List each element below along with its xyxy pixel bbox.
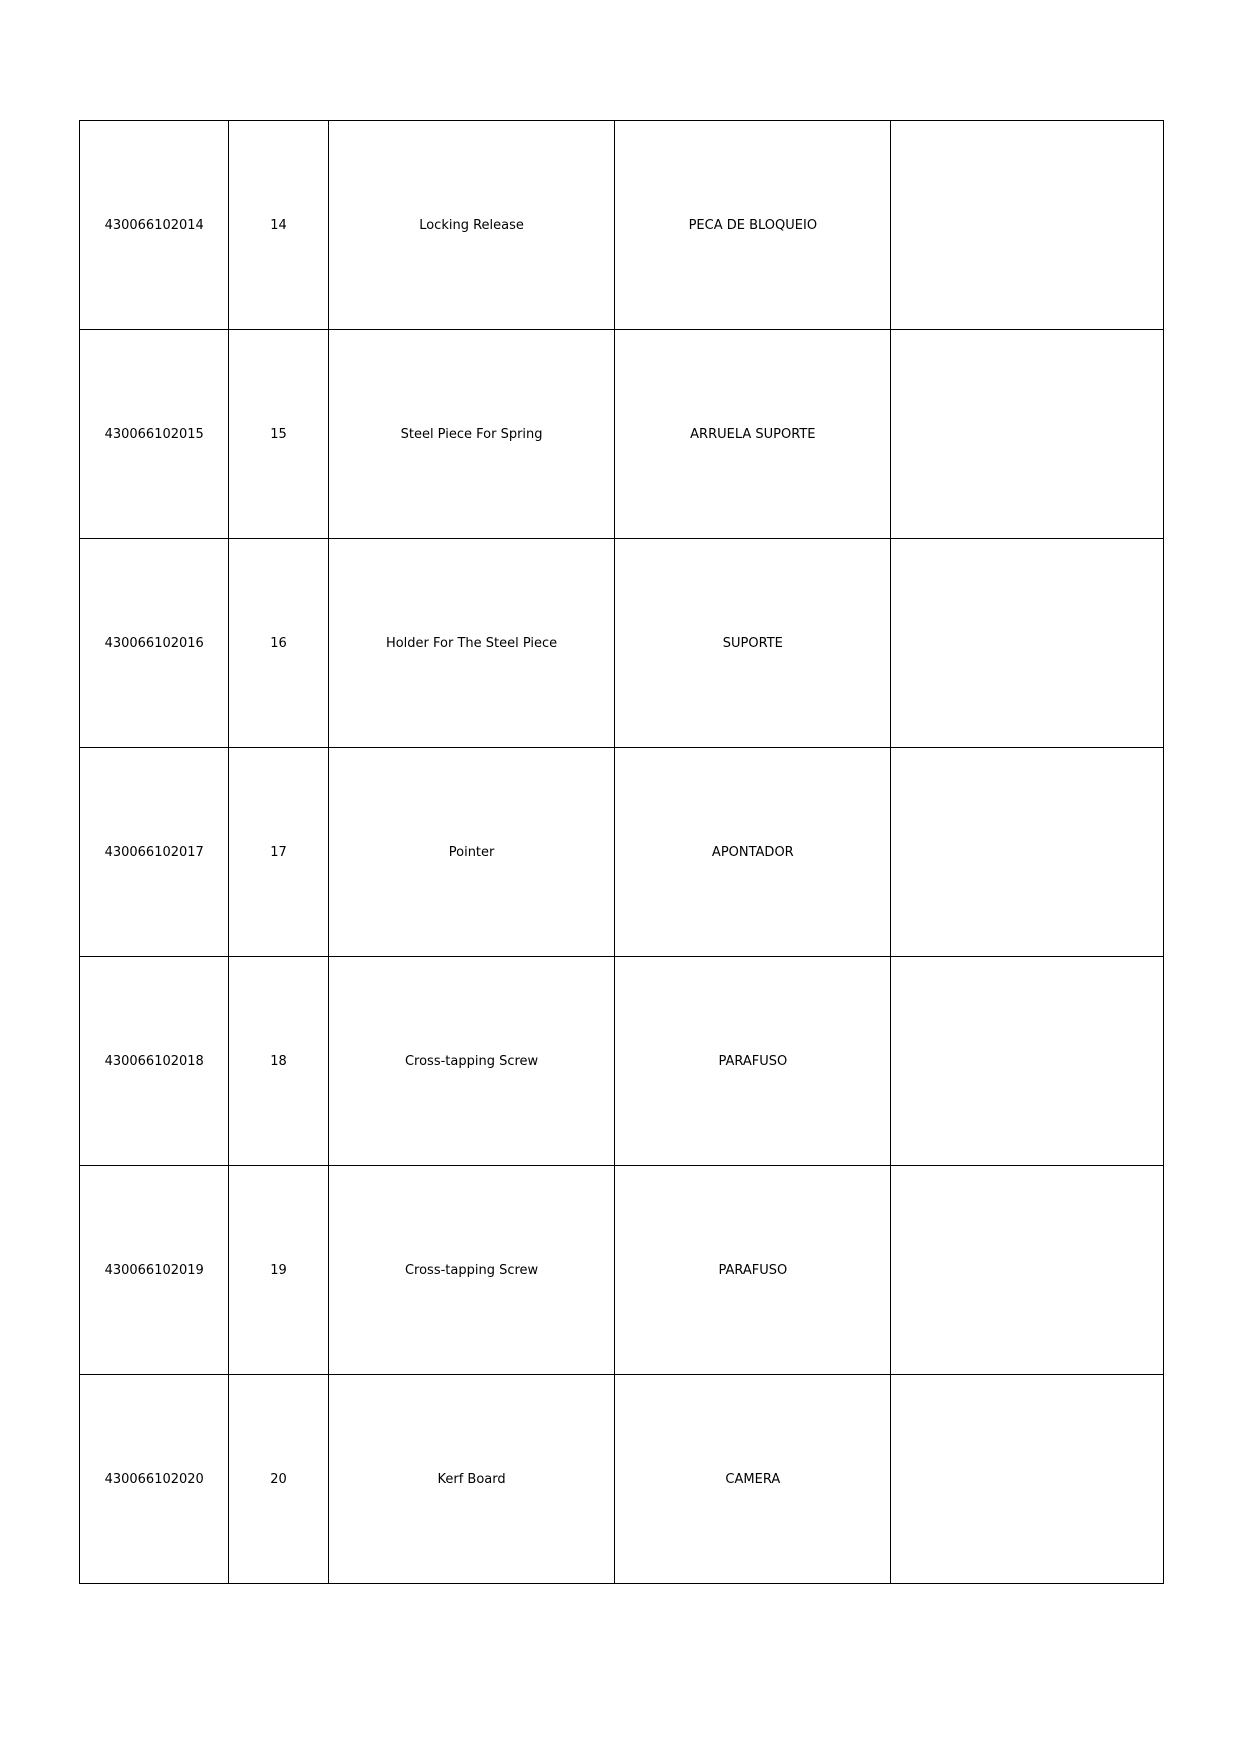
item-number-cell: 16 [229,539,328,748]
part-name-en-cell: Locking Release [328,121,615,330]
table-row [80,748,1164,957]
parts-table [79,120,1164,1584]
table-row [80,121,1164,330]
part-code-cell: 430066102020 [80,1375,229,1584]
item-number-cell: 18 [229,957,328,1166]
part-name-en-cell: Pointer [328,748,615,957]
part-code-cell: 430066102014 [80,121,229,330]
blank-cell [891,957,1164,1166]
part-name-pt-cell: APONTADOR [615,748,891,957]
blank-cell [891,121,1164,330]
part-code-cell: 430066102016 [80,539,229,748]
blank-cell [891,748,1164,957]
part-name-en-cell: Cross-tapping Screw [328,1166,615,1375]
part-name-en-cell: Steel Piece For Spring [328,330,615,539]
part-code-cell: 430066102017 [80,748,229,957]
table-row [80,1166,1164,1375]
table-row [80,957,1164,1166]
blank-cell [891,1166,1164,1375]
table-row [80,330,1164,539]
part-name-en-cell: Cross-tapping Screw [328,957,615,1166]
item-number-cell: 17 [229,748,328,957]
blank-cell [891,330,1164,539]
item-number-cell: 14 [229,121,328,330]
table-row [80,1375,1164,1584]
part-name-pt-cell: SUPORTE [615,539,891,748]
part-name-pt-cell: PARAFUSO [615,1166,891,1375]
item-number-cell: 20 [229,1375,328,1584]
parts-table-body [80,121,1164,1584]
part-name-en-cell: Kerf Board [328,1375,615,1584]
item-number-cell: 19 [229,1166,328,1375]
part-name-pt-cell: ARRUELA SUPORTE [615,330,891,539]
part-name-pt-cell: PECA DE BLOQUEIO [615,121,891,330]
item-number-cell: 15 [229,330,328,539]
part-name-pt-cell: CAMERA [615,1375,891,1584]
part-name-en-cell: Holder For The Steel Piece [328,539,615,748]
part-code-cell: 430066102018 [80,957,229,1166]
blank-cell [891,1375,1164,1584]
part-name-pt-cell: PARAFUSO [615,957,891,1166]
table-row [80,539,1164,748]
blank-cell [891,539,1164,748]
part-code-cell: 430066102019 [80,1166,229,1375]
part-code-cell: 430066102015 [80,330,229,539]
